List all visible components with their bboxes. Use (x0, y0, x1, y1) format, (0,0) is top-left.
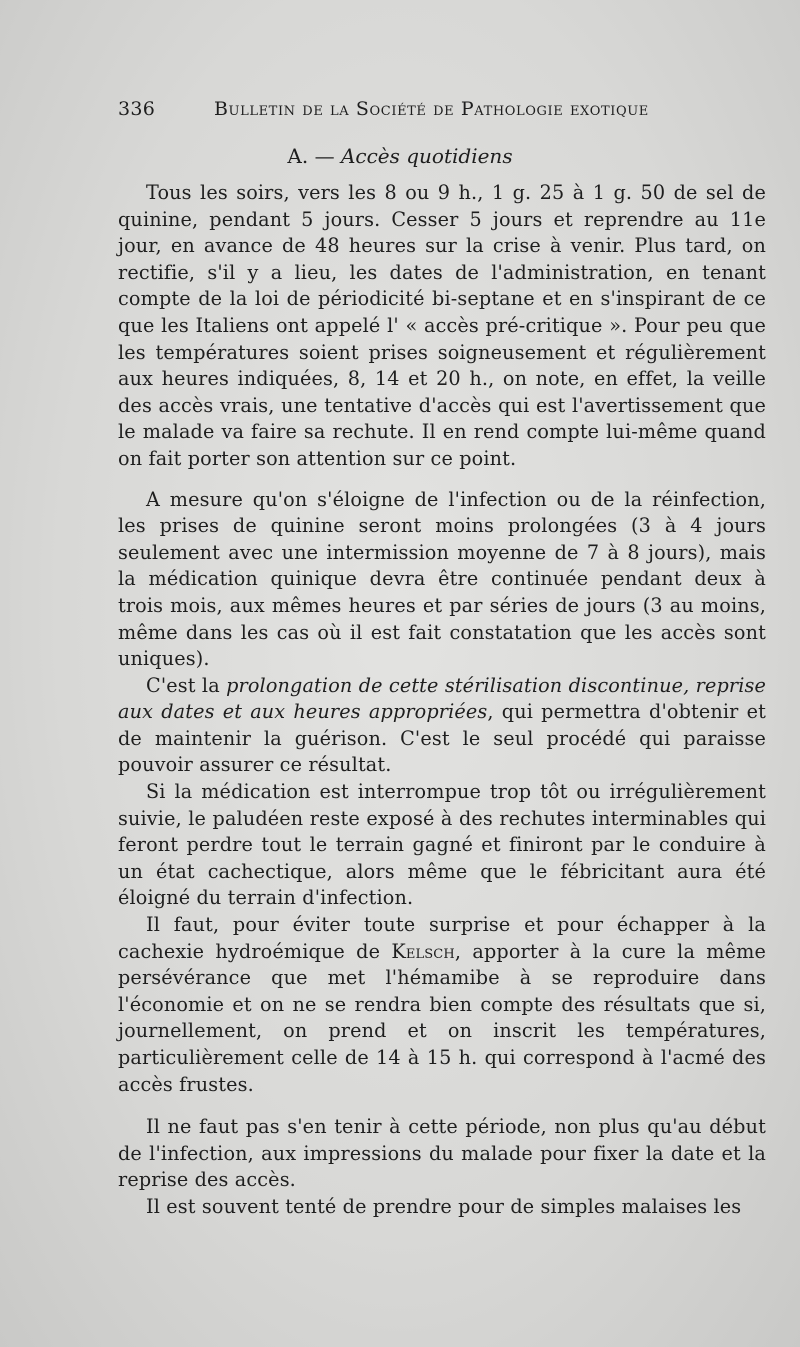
paragraph-6: Il ne faut pas s'en tenir à cette période, non plus qu'au début de l'infection, aux impressions du malade pour fixer la date et la reprise des accès. (118, 1115, 766, 1192)
author-name: Kelsch (391, 939, 455, 963)
section-heading (0, 144, 800, 168)
paragraph-2: A mesure qu'on s'éloigne de l'infection ou de la réinfection, les prises de quinine seront moins prolongées (3 à 4 jours seulement avec une intermission moyenne de 7 à 8 jours), mais la médication quinique devra être continuée pendant deux à trois mois, aux mêmes heures et par séries de jours (3 au moins, même dans les cas où il est fait constatation que les accès sont uniques). (118, 487, 766, 671)
paragraph-5-start: Il faut, pour éviter toute surprise et pour échapper à la cachexie hydroémique de (118, 913, 766, 963)
paragraph-3 (118, 673, 766, 779)
paragraph-5-end: , apporter à la cure la même persévérance que met l'hémamibe à se reproduire dans l'économie et on ne se rendra bien compte des résultats que si, journellement, on prend et on inscrit les températures, particulièrement celle de 14 à 15 h. qui correspond à l'acmé des accès frustes. (118, 939, 766, 1096)
journal-title: Bulletin de la Société de Pathologie exotique (214, 98, 649, 120)
paragraph-7: Il est souvent tenté de prendre pour de simples malaises les (146, 1194, 742, 1218)
paragraph-3-emphasis: prolongation de cette stérilisation discontinue, reprise aux dates et aux heures appropriées (118, 673, 766, 724)
page-number: 336 (118, 98, 156, 120)
body-text (118, 180, 766, 1221)
section-title: Accès quotidiens (340, 144, 513, 168)
running-header (118, 98, 768, 120)
paragraph-5 (118, 912, 766, 1098)
paragraph-4: Si la médication est interrompue trop tôt ou irrégulièrement suivie, le paludéen reste exposé à des rechutes interminables qui feront perdre tout le terrain gagné et finiront par le conduire à un état cachectique, alors même que le fébricitant aura été éloigné du terrain d'infection. (118, 780, 766, 910)
paragraph-3-end: , qui permettra d'obtenir et de maintenir la guérison. C'est le seul procédé qui paraisse pouvoir assurer ce résultat. (118, 700, 766, 777)
paragraph-1: Tous les soirs, vers les 8 ou 9 h., 1 g. 25 à 1 g. 50 de sel de quinine, pendant 5 jours. Cesser 5 jours et reprendre au 11e jour, en avance de 48 heures sur la crise à venir. Plus tard, on rectifie, s'il y a lieu, les dates de l'administration, en tenant compte de la loi de périodicité bi-septane et en s'inspirant de ce que les Italiens ont appelé l' « accès pré-critique ». Pour peu que les températures soient prises soigneusement et régulièrement aux heures indiquées, 8, 14 et 20 h., on note, en effet, la veille des accès vrais, une tentative d'accès qui est l'avertissement que le malade va faire sa rechute. Il en rend compte lui-même quand on fait porter son attention sur ce point. (118, 181, 766, 470)
section-label: A. — (287, 144, 341, 168)
paragraph-3-start: C'est la (146, 673, 227, 697)
